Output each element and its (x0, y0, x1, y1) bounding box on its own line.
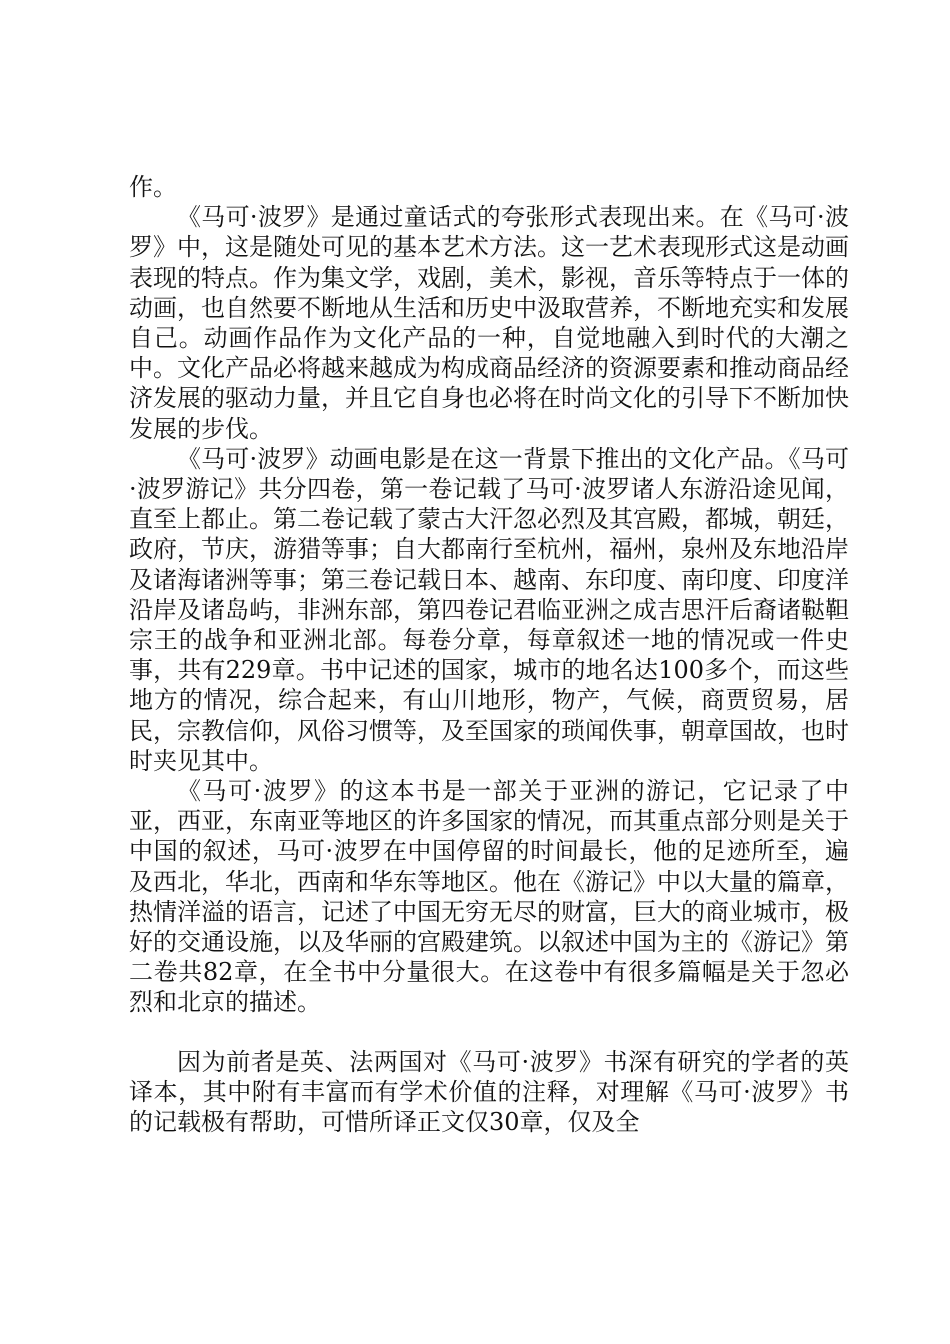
paragraph: 因为前者是英、法两国对《马可·波罗》书深有研究的学者的英译本，其中附有丰富而有学术价值的注释，对理解《马可·波罗》书的记载极有帮助，可惜所译正文仅30章，仅及全 (129, 1047, 849, 1137)
document-body (129, 172, 849, 1137)
paragraph: 《马可·波罗》动画电影是在这一背景下推出的文化产品。《马可·波罗游记》共分四卷，第一卷记载了马可·波罗诸人东游沿途见闻，直至上都止。第二卷记载了蒙古大汗忽必烈及其宫殿，都城，朝廷，政府，节庆，游猎等事；自大都南行至杭州，福州，泉州及东地沿岸及诸海诸洲等事；第三卷记载日本、越南、东印度、南印度、印度洋沿岸及诸岛屿，非洲东部，第四卷记君临亚洲之成吉思汗后裔诸鞑靼宗王的战争和亚洲北部。每卷分章，每章叙述一地的情况或一件史事，共有229章。书中记述的国家，城市的地名达100多个，而这些地方的情况，综合起来，有山川地形，物产，气候，商贾贸易，居民，宗教信仰，风俗习惯等，及至国家的琐闻佚事，朝章国故，也时时夹见其中。 (129, 444, 849, 775)
paragraph: 《马可·波罗》的这本书是一部关于亚洲的游记，它记录了中亚，西亚，东南亚等地区的许多国家的情况，而其重点部分则是关于中国的叙述，马可·波罗在中国停留的时间最长，他的足迹所至，遍及西北，华北，西南和华东等地区。他在《游记》中以大量的篇章，热情洋溢的语言，记述了中国无穷无尽的财富，巨大的商业城市，极好的交通设施，以及华丽的宫殿建筑。以叙述中国为主的《游记》第二卷共82章，在全书中分量很大。在这卷中有很多篇幅是关于忽必烈和北京的描述。 (129, 777, 849, 1017)
paragraph: 《马可·波罗》是通过童话式的夸张形式表现出来。在《马可·波罗》中，这是随处可见的基本艺术方法。这一艺术表现形式这是动画表现的特点。作为集文学，戏剧，美术，影视，音乐等特点于一体的动画，也自然要不断地从生活和历史中汲取营养，不断地充实和发展自己。动画作品作为文化产品的一种，自觉地融入到时代的大潮之中。文化产品必将越来越成为构成商品经济的资源要素和推动商品经济发展的驱动力量，并且它自身也必将在时尚文化的引导下不断加快发展的步伐。 (129, 203, 849, 443)
paragraph-continuation: 作。 (129, 173, 177, 201)
